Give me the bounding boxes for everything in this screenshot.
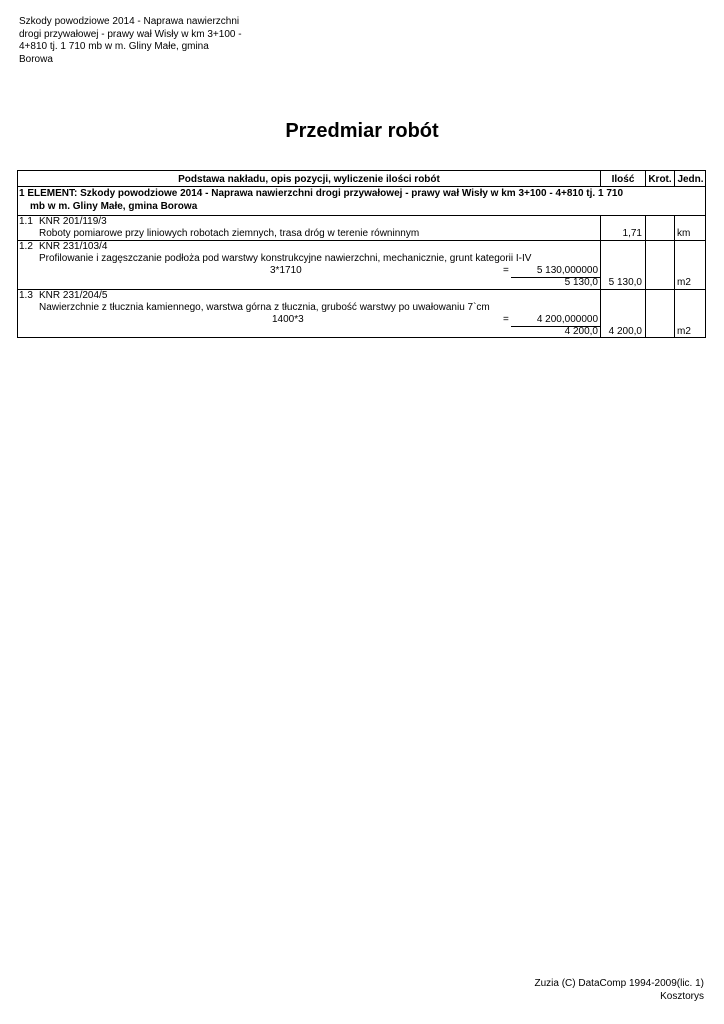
item-description: Roboty pomiarowe przy liniowych robotach ziemnych, trasa dróg w terenie równinnym (39, 228, 420, 239)
item-number: 1.1 (19, 216, 33, 227)
item-unit: m2 (677, 326, 691, 337)
equals-sign: = (503, 265, 509, 276)
row-divider (18, 215, 705, 216)
element-title-line: 1 ELEMENT: Szkody powodziowe 2014 - Naprawa nawierzchni drogi przywałowej - prawy wał Wisły w km 3+100 - 4+810 tj. 1 710 (19, 188, 623, 199)
item-unit: km (677, 228, 691, 239)
item-quantity: 5 130,0 (608, 277, 642, 288)
header-line: Borowa (19, 53, 53, 65)
element-title-line: mb w m. Gliny Małe, gmina Borowa (30, 201, 198, 212)
column-divider (645, 216, 646, 338)
item-code: KNR 231/103/4 (39, 241, 108, 252)
header-line: 4+810 tj. 1 710 mb w m. Gliny Małe, gmina (19, 41, 209, 52)
page-title: Przedmiar robót (285, 120, 439, 142)
header-line: drogi przywałowej - prawy wał Wisły w km 3+100 - (19, 28, 242, 40)
formula-result: 5 130,000000 (536, 265, 598, 276)
formula-result: 4 200,000000 (536, 314, 598, 325)
item-number: 1.3 (19, 290, 33, 301)
item-description: Profilowanie i zagęszczanie podłoża pod warstwy konstrukcyjne nawierzchni, mechanicznie, grunt kategorii I-IV (39, 253, 532, 264)
item-formula: 1400*3 (272, 314, 304, 325)
item-description: Nawierzchnie z tłucznia kamiennego, warstwa górna z tłucznia, grubość warstwy po uwałowaniu 7`cm (39, 302, 490, 313)
item-subtotal: 4 200,0 (564, 326, 598, 337)
item-formula: 3*1710 (270, 265, 302, 276)
item-unit: m2 (677, 277, 691, 288)
item-code: KNR 231/204/5 (39, 290, 108, 301)
row-divider (18, 186, 705, 187)
item-subtotal: 5 130,0 (564, 277, 598, 288)
row-divider (18, 240, 705, 241)
column-header-quantity: Ilość (611, 174, 635, 185)
column-header-unit: Jedn. (677, 174, 704, 185)
page-footer (534, 978, 704, 1003)
column-header-description: Podstawa nakładu, opis pozycji, wyliczenie ilości robót (178, 174, 440, 185)
item-quantity: 1,71 (622, 228, 642, 239)
estimate-table (17, 170, 706, 338)
item-number: 1.2 (19, 241, 33, 252)
item-code: KNR 201/119/3 (39, 216, 107, 227)
footer-line: Zuzia (C) DataComp 1994-2009(lic. 1) (534, 978, 704, 989)
header-line: Szkody powodziowe 2014 - Naprawa nawierzchni (19, 16, 240, 27)
equals-sign: = (503, 314, 509, 325)
footer-line: Kosztorys (660, 990, 704, 1002)
column-divider (674, 216, 675, 338)
item-quantity: 4 200,0 (608, 326, 642, 337)
row-divider (18, 289, 705, 290)
document-header (19, 16, 254, 66)
column-header-krot: Krot. (648, 174, 672, 185)
